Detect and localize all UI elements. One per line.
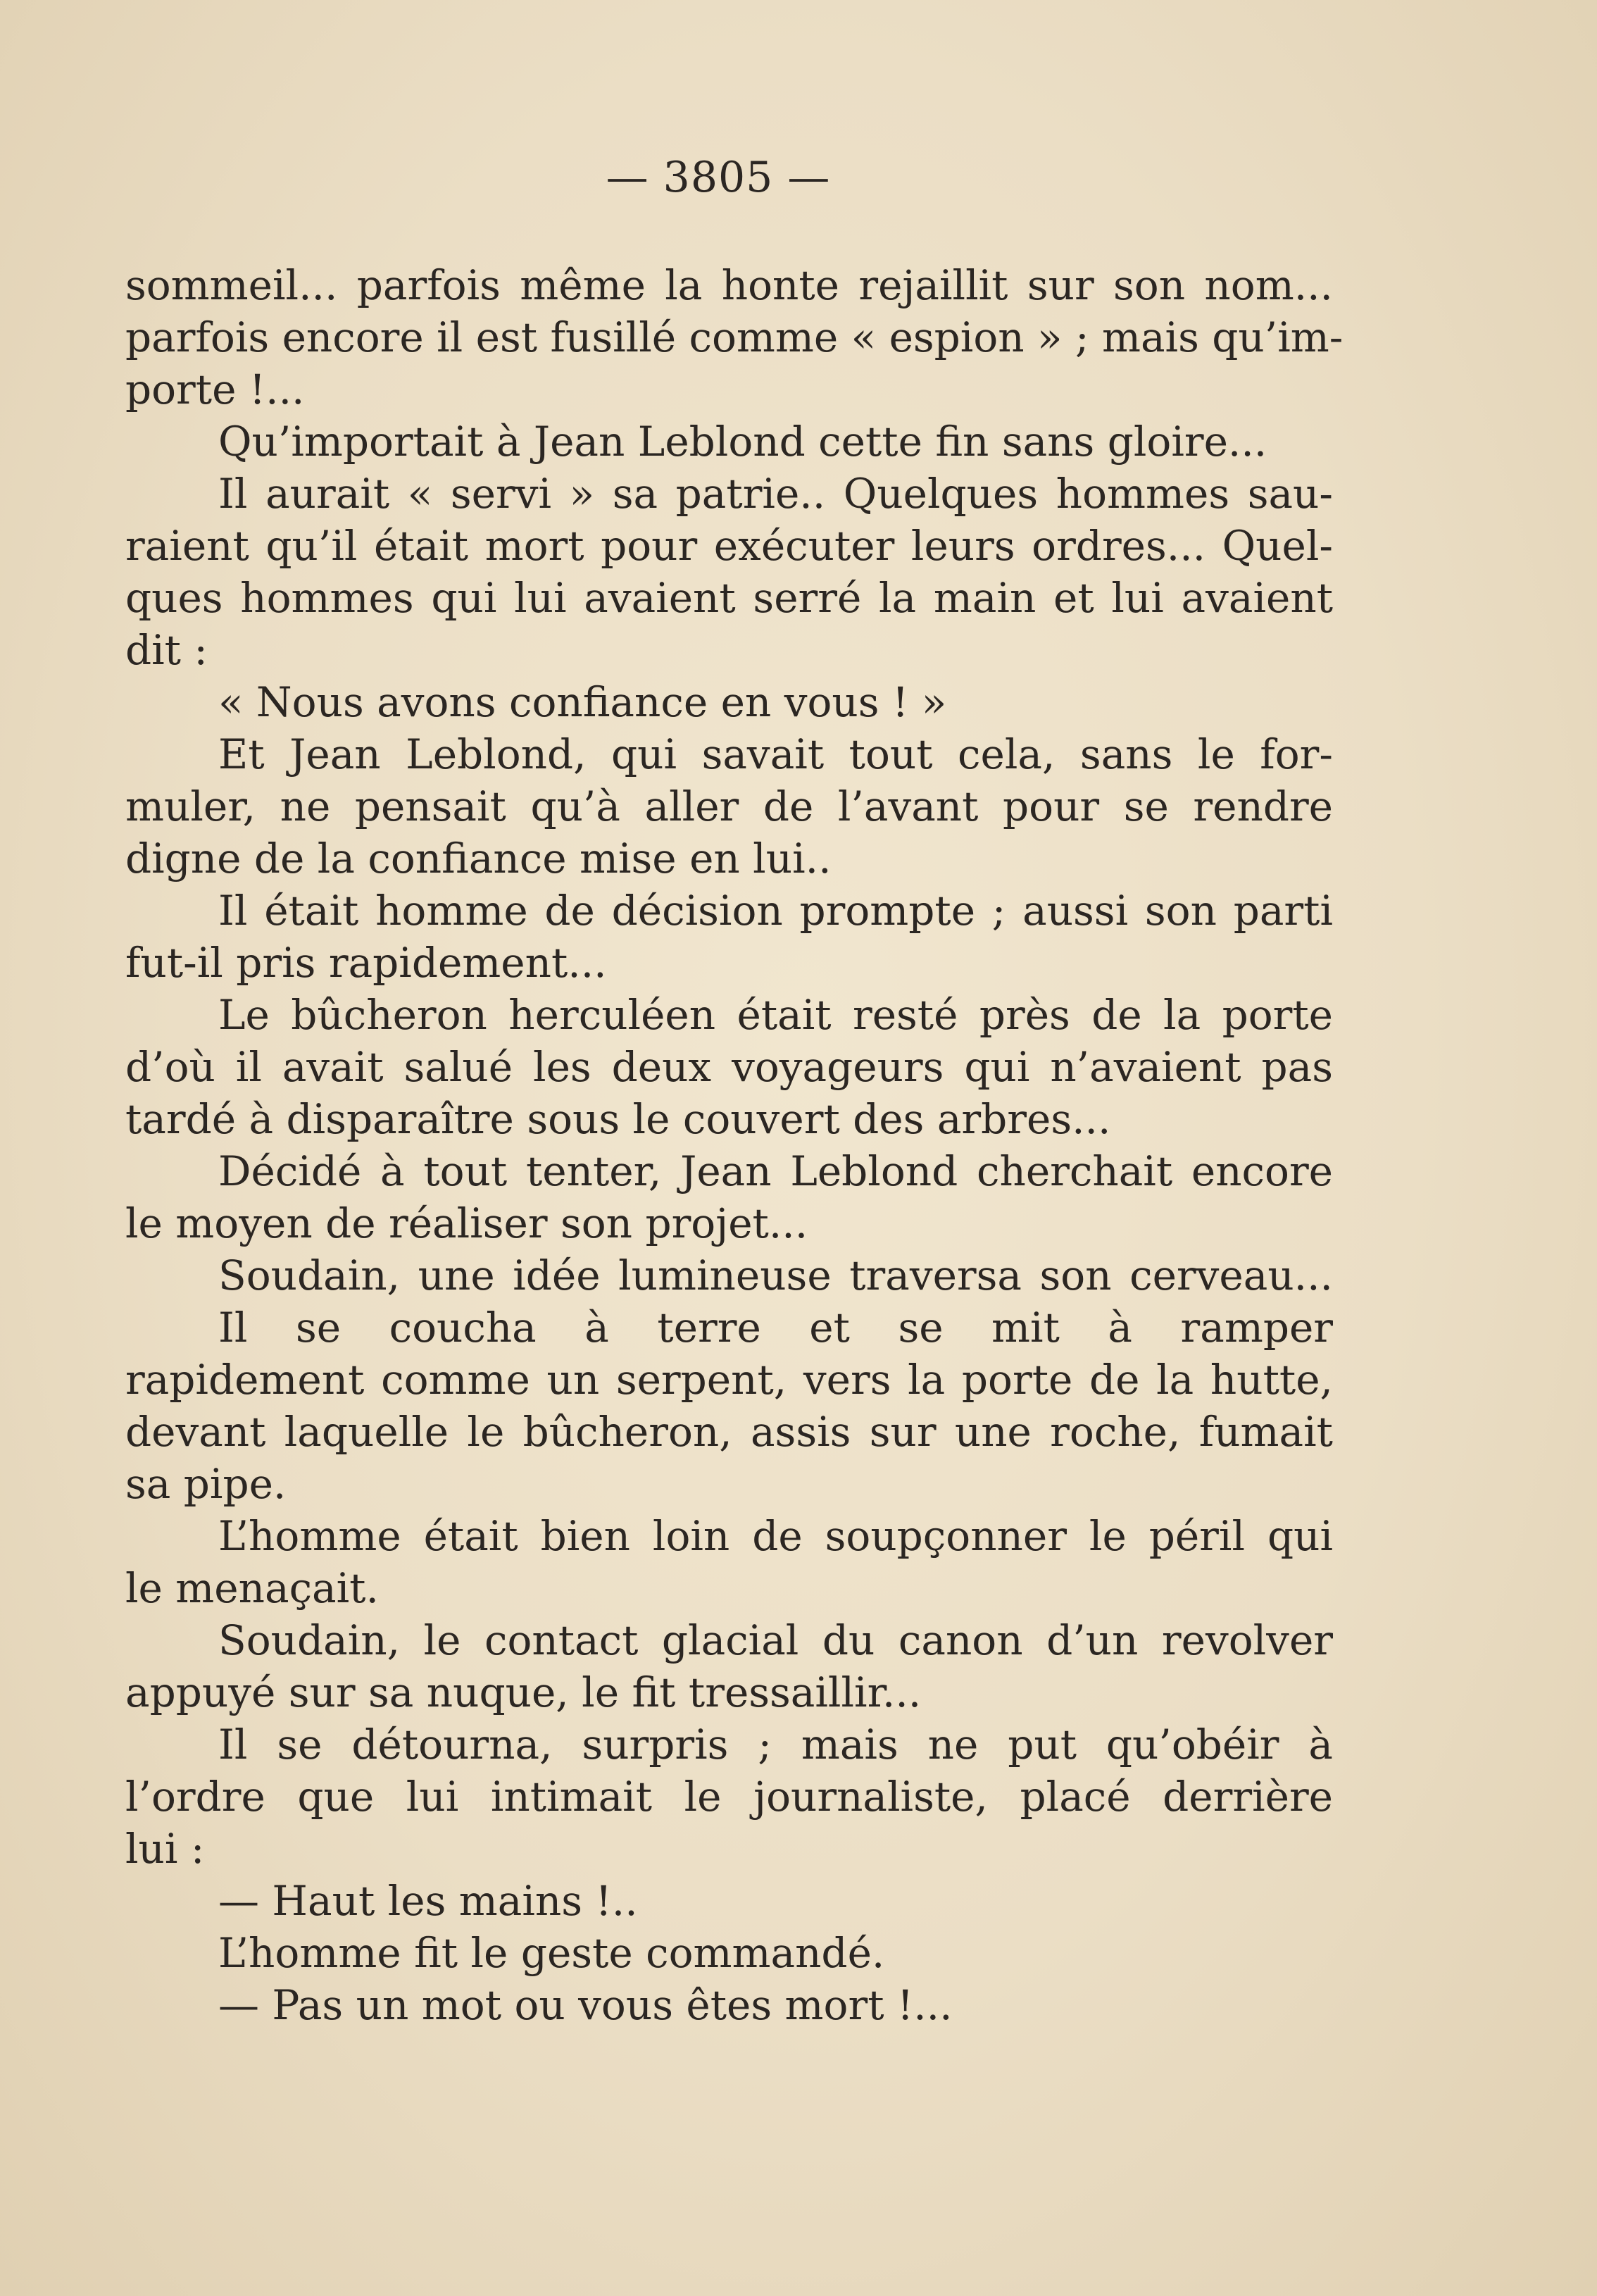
text-line: raient qu’il était mort pour exécuter leurs ordres... Quel- bbox=[125, 522, 1333, 570]
text-line: Soudain, le contact glacial du canon d’un revolver bbox=[218, 1616, 1333, 1664]
text-line: le moyen de réaliser son projet... bbox=[125, 1199, 808, 1247]
text-line: lui : bbox=[125, 1825, 205, 1873]
text-line: ques hommes qui lui avaient serré la main et lui avaient bbox=[125, 574, 1333, 622]
body-text bbox=[125, 259, 1344, 2031]
text-line: Il se coucha à terre et se mit à ramper bbox=[218, 1304, 1333, 1352]
text-line: tardé à disparaître sous le couvert des arbres... bbox=[125, 1095, 1111, 1143]
text-line: Il aurait « servi » sa patrie.. Quelques hommes sau- bbox=[218, 470, 1333, 518]
text-line: le menaçait. bbox=[125, 1564, 379, 1612]
text-line: appuyé sur sa nuque, le fit tressaillir... bbox=[125, 1668, 922, 1716]
text-line: Il était homme de décision prompte ; aussi son parti bbox=[218, 887, 1333, 935]
text-line: — Pas un mot ou vous êtes mort !... bbox=[218, 1981, 953, 2029]
text-line: porte !... bbox=[125, 366, 305, 413]
text-line: Qu’importait à Jean Leblond cette fin sans gloire... bbox=[218, 418, 1267, 466]
text-line: d’où il avait salué les deux voyageurs qui n’avaient pas bbox=[125, 1043, 1333, 1091]
text-line: L’homme fit le geste commandé. bbox=[218, 1929, 885, 1977]
text-line: l’ordre que lui intimait le journaliste, placé derrière bbox=[125, 1773, 1333, 1821]
text-line: sommeil... parfois même la honte rejaillit sur son nom... bbox=[125, 261, 1333, 309]
text-line: devant laquelle le bûcheron, assis sur une roche, fumait bbox=[125, 1408, 1333, 1456]
text-line: parfois encore il est fusillé comme « espion » ; mais qu’im- bbox=[125, 313, 1344, 361]
page-number: — 3805 — bbox=[606, 153, 831, 202]
text-line: « Nous avons confiance en vous ! » bbox=[218, 678, 947, 726]
text-line: — Haut les mains !.. bbox=[218, 1877, 638, 1925]
text-line: Il se détourna, surpris ; mais ne put qu’obéir à bbox=[218, 1721, 1333, 1768]
text-line: dit : bbox=[125, 626, 208, 674]
text-line: sa pipe. bbox=[125, 1460, 287, 1508]
text-line: Et Jean Leblond, qui savait tout cela, sans le for- bbox=[218, 730, 1333, 778]
text-line: Décidé à tout tenter, Jean Leblond cherchait encore bbox=[218, 1147, 1333, 1195]
text-line: fut-il pris rapidement... bbox=[125, 939, 607, 987]
text-line: digne de la confiance mise en lui.. bbox=[125, 835, 832, 882]
text-line: rapidement comme un serpent, vers la porte de la hutte, bbox=[125, 1356, 1333, 1404]
text-line: Soudain, une idée lumineuse traversa son cerveau... bbox=[218, 1252, 1333, 1299]
text-line: Le bûcheron herculéen était resté près de la porte bbox=[218, 991, 1333, 1039]
text-line: L’homme était bien loin de soupçonner le péril qui bbox=[218, 1512, 1333, 1560]
text-line: muler, ne pensait qu’à aller de l’avant pour se rendre bbox=[125, 782, 1333, 830]
